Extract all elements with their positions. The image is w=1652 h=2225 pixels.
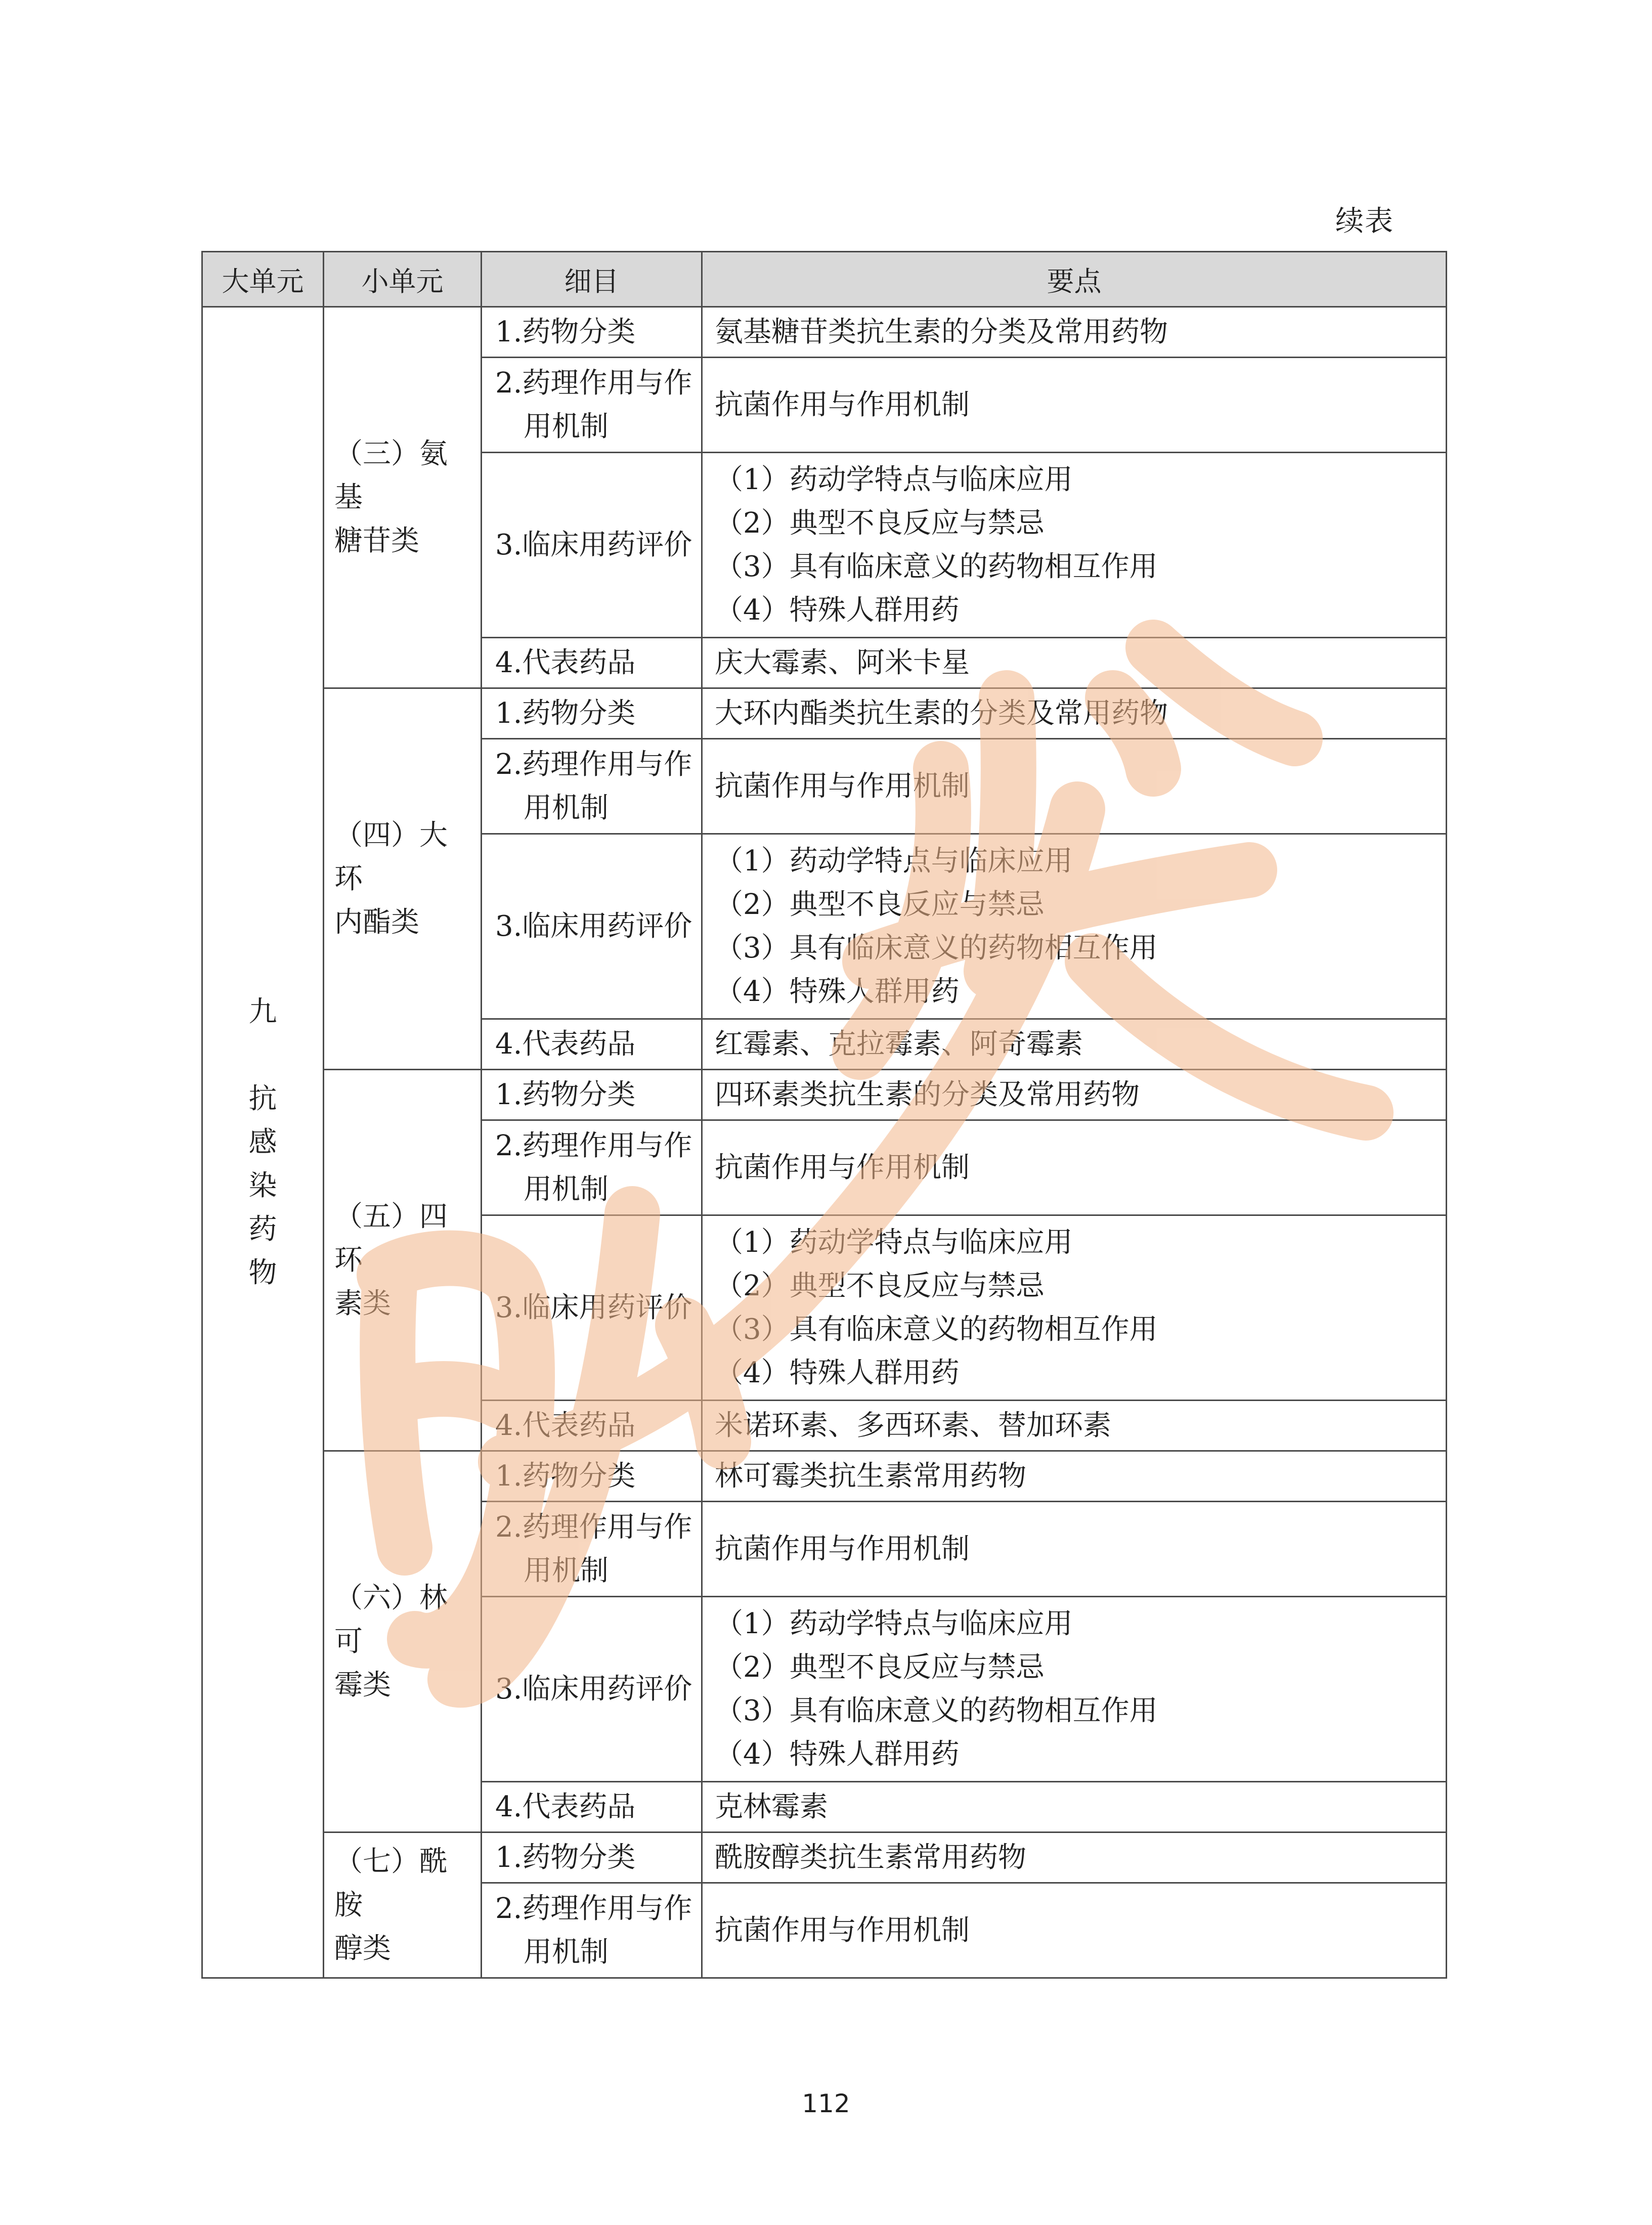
item-cell xyxy=(482,1070,702,1120)
major-unit-title-char: 感 xyxy=(248,1125,277,1159)
key-point: 克林霉素 xyxy=(715,1790,828,1823)
key-point: 庆大霉素、阿米卡星 xyxy=(715,646,970,679)
item-cell xyxy=(482,453,702,638)
key-point: 红霉素、克拉霉素、阿奇霉素 xyxy=(715,1027,1083,1061)
key-points-cell xyxy=(702,1019,1447,1070)
key-point: 林可霉类抗生素常用药物 xyxy=(715,1459,1026,1493)
minor-unit-cell xyxy=(324,1833,482,1978)
minor-unit-name-line: （六）林可 xyxy=(334,1581,448,1658)
key-points-cell xyxy=(702,1070,1447,1120)
key-points-cell xyxy=(702,453,1447,638)
key-points-cell xyxy=(702,1597,1447,1782)
item-text-line: 1.药物分类 xyxy=(495,1841,636,1874)
item-cell xyxy=(482,1401,702,1451)
minor-unit-name-line: （五）四环 xyxy=(334,1200,448,1277)
key-points-cell xyxy=(702,1782,1447,1833)
minor-unit-cell xyxy=(324,1451,482,1833)
item-cell xyxy=(482,1597,702,1782)
key-points-cell xyxy=(702,638,1447,688)
key-points-cell xyxy=(702,307,1447,358)
minor-unit-name-line: 糖苷类 xyxy=(334,524,419,557)
key-point: 四环素类抗生素的分类及常用药物 xyxy=(715,1078,1140,1111)
major-unit-title-char: 染 xyxy=(248,1169,277,1202)
header-item: 细目 xyxy=(482,252,702,307)
key-point: （1）药动学特点与临床应用 xyxy=(715,1226,1073,1259)
major-unit-cell xyxy=(202,307,324,1978)
key-point: （4）特殊人群用药 xyxy=(715,1737,960,1771)
item-text-line: 2.药理作用与作 xyxy=(495,1129,692,1162)
item-text-line: 用机制 xyxy=(524,1172,608,1206)
item-text-line: 2.药理作用与作 xyxy=(495,748,692,781)
key-point: 抗菌作用与作用机制 xyxy=(715,1532,970,1565)
key-points-cell xyxy=(702,1401,1447,1451)
major-unit-number: 九 xyxy=(248,995,277,1028)
key-point: （4）特殊人群用药 xyxy=(715,593,960,627)
item-text-line: 3.临床用药评价 xyxy=(495,1291,692,1324)
item-text-line: 4.代表药品 xyxy=(495,646,636,679)
key-point: （3）具有临床意义的药物相互作用 xyxy=(715,1694,1158,1727)
item-text-line: 1.药物分类 xyxy=(495,696,636,730)
key-point: 抗菌作用与作用机制 xyxy=(715,769,970,803)
minor-unit-name-line: （七）酰胺 xyxy=(334,1845,448,1922)
key-point: （2）典型不良反应与禁忌 xyxy=(715,506,1045,540)
key-points-cell xyxy=(702,1502,1447,1597)
key-point: （2）典型不良反应与禁忌 xyxy=(715,1650,1045,1684)
key-points-cell xyxy=(702,834,1447,1019)
minor-unit-cell xyxy=(324,307,482,688)
major-unit-title-char: 抗 xyxy=(248,1082,277,1115)
key-point: （3）具有临床意义的药物相互作用 xyxy=(715,1313,1158,1346)
key-point: 酰胺醇类抗生素常用药物 xyxy=(715,1841,1026,1874)
item-cell xyxy=(482,1019,702,1070)
key-point: （1）药动学特点与临床应用 xyxy=(715,844,1073,878)
header-key-points: 要点 xyxy=(702,252,1447,307)
continued-label: 续表 xyxy=(1335,205,1394,238)
header-minor-unit: 小单元 xyxy=(324,252,482,307)
header-major-unit: 大单元 xyxy=(202,252,324,307)
key-point: （4）特殊人群用药 xyxy=(715,1356,960,1389)
key-point: 抗菌作用与作用机制 xyxy=(715,388,970,421)
table-row xyxy=(202,688,1447,739)
key-points-cell xyxy=(702,688,1447,739)
minor-unit-cell xyxy=(324,1070,482,1451)
header-row xyxy=(202,252,1447,307)
key-point: 大环内酯类抗生素的分类及常用药物 xyxy=(715,696,1168,730)
minor-unit-name-line: 霉类 xyxy=(334,1668,391,1702)
item-cell xyxy=(482,1502,702,1597)
item-text-line: 4.代表药品 xyxy=(495,1790,636,1823)
key-point: （3）具有临床意义的药物相互作用 xyxy=(715,931,1158,965)
minor-unit-name-line: 内酯类 xyxy=(334,905,419,939)
table-row xyxy=(202,307,1447,358)
key-point: 抗菌作用与作用机制 xyxy=(715,1151,970,1184)
table-row xyxy=(202,1833,1447,1883)
item-cell xyxy=(482,307,702,358)
key-points-cell xyxy=(702,739,1447,834)
item-text-line: 用机制 xyxy=(524,1935,608,1969)
item-text-line: 1.药物分类 xyxy=(495,1078,636,1111)
key-points-cell xyxy=(702,1883,1447,1978)
item-text-line: 4.代表药品 xyxy=(495,1409,636,1442)
key-point: 米诺环素、多西环素、替加环素 xyxy=(715,1409,1111,1442)
key-points-cell xyxy=(702,358,1447,453)
key-point: 抗菌作用与作用机制 xyxy=(715,1913,970,1947)
minor-unit-name-line: （四）大环 xyxy=(334,818,448,895)
major-unit-title-char: 药 xyxy=(248,1212,277,1246)
key-point: （1）药动学特点与临床应用 xyxy=(715,463,1073,496)
key-point: （1）药动学特点与临床应用 xyxy=(715,1607,1073,1640)
item-cell xyxy=(482,1883,702,1978)
major-unit-title-char: 物 xyxy=(248,1256,277,1289)
item-text-line: 3.临床用药评价 xyxy=(495,1672,692,1706)
item-text-line: 3.临床用药评价 xyxy=(495,909,692,943)
item-text-line: 2.药理作用与作 xyxy=(495,366,692,400)
item-text-line: 4.代表药品 xyxy=(495,1027,636,1061)
table-row xyxy=(202,1451,1447,1502)
item-text-line: 3.临床用药评价 xyxy=(495,528,692,561)
syllabus-body xyxy=(202,307,1447,1978)
key-points-cell xyxy=(702,1215,1447,1401)
item-cell xyxy=(482,1451,702,1502)
item-cell xyxy=(482,1782,702,1833)
key-point: 氨基糖苷类抗生素的分类及常用药物 xyxy=(715,315,1168,348)
item-cell xyxy=(482,1833,702,1883)
key-point: （2）典型不良反应与禁忌 xyxy=(715,888,1045,921)
item-cell xyxy=(482,739,702,834)
key-points-cell xyxy=(702,1833,1447,1883)
minor-unit-name-line: （三）氨基 xyxy=(334,437,448,514)
minor-unit-name-line: 素类 xyxy=(334,1287,391,1320)
item-text-line: 1.药物分类 xyxy=(495,315,636,348)
key-point: （4）特殊人群用药 xyxy=(715,975,960,1008)
minor-unit-cell xyxy=(324,688,482,1070)
page-number: 112 xyxy=(802,2089,850,2118)
table-row xyxy=(202,1070,1447,1120)
item-cell xyxy=(482,1215,702,1401)
minor-unit-name-line: 醇类 xyxy=(334,1932,391,1965)
item-text-line: 2.药理作用与作 xyxy=(495,1892,692,1925)
item-text-line: 用机制 xyxy=(524,791,608,824)
item-text-line: 2.药理作用与作 xyxy=(495,1510,692,1544)
key-point: （3）具有临床意义的药物相互作用 xyxy=(715,550,1158,583)
key-points-cell xyxy=(702,1451,1447,1502)
item-cell xyxy=(482,834,702,1019)
syllabus-table xyxy=(201,251,1447,1979)
key-point: （2）典型不良反应与禁忌 xyxy=(715,1269,1045,1302)
item-cell xyxy=(482,358,702,453)
item-text-line: 1.药物分类 xyxy=(495,1459,636,1493)
item-text-line: 用机制 xyxy=(524,410,608,443)
item-cell xyxy=(482,638,702,688)
item-cell xyxy=(482,688,702,739)
key-points-cell xyxy=(702,1120,1447,1215)
item-text-line: 用机制 xyxy=(524,1554,608,1587)
item-cell xyxy=(482,1120,702,1215)
